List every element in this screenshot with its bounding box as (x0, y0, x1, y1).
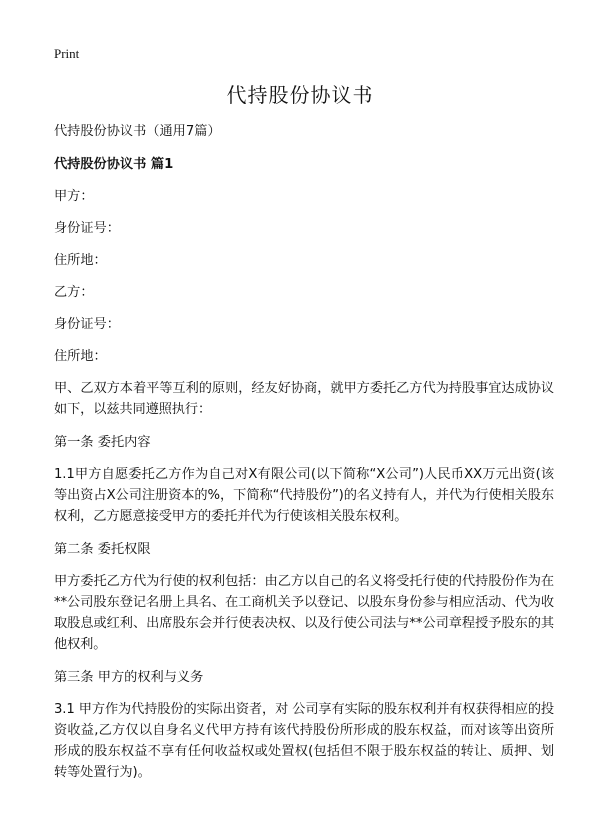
section-body-2: 甲方委托乙方代为行使的权利包括：由乙方以自己的名义将受托行使的代持股份作为在**公司股东登记名册上具名、在工商机关予以登记、以股东身份参与相应活动、代为收取股息或红利、出席股东会并行使表决权、以及行使公司法与**公司章程授予股东的其他权利。 (54, 574, 554, 652)
field-party-a-address: 住所地： (54, 253, 107, 268)
document-body (54, 121, 554, 783)
chapter-title: 代持股份协议书 篇1 (54, 157, 174, 172)
section-body-3: 3.1 甲方作为代持股份的实际出资者，对 公司享有实际的股东权利并有权获得相应的投资收益,乙方仅以自身名义代甲方持有该代持股份所形成的股东权益，而对该等出资所形成的股东权益不享有任何收益权或处置权(包括但不限于股东权益的转让、质押、划转等处置行为)。 (54, 702, 555, 780)
print-link[interactable]: Print (54, 46, 80, 61)
section-heading-3: 第三条 甲方的权利与义务 (54, 670, 204, 685)
document-subtitle: 代持股份协议书（通用7篇） (54, 124, 221, 139)
intro-paragraph: 甲、乙双方本着平等互利的原则，经友好协商，就甲方委托乙方代为持股事宜达成协议如下，以兹共同遵照执行： (54, 381, 554, 417)
field-party-b-address: 住所地： (54, 349, 107, 364)
field-party-b-id: 身份证号： (54, 317, 120, 332)
section-heading-2: 第二条 委托权限 (54, 542, 151, 557)
section-body-1: 1.1甲方自愿委托乙方作为自己对X有限公司(以下简称“X公司”)人民币XX万元出资(该等出资占X公司注册资本的%，下简称“代持股份”)的名义持有人，并代为行使相关股东权利，乙方愿意接受甲方的委托并代为行使该相关股东权利。 (54, 467, 554, 524)
section-heading-1: 第一条 委托内容 (54, 435, 151, 450)
document-title: 代持股份协议书 (226, 83, 374, 107)
field-party-b: 乙方： (54, 285, 94, 300)
field-party-a-id: 身份证号： (54, 221, 120, 236)
field-party-a: 甲方： (54, 189, 94, 204)
